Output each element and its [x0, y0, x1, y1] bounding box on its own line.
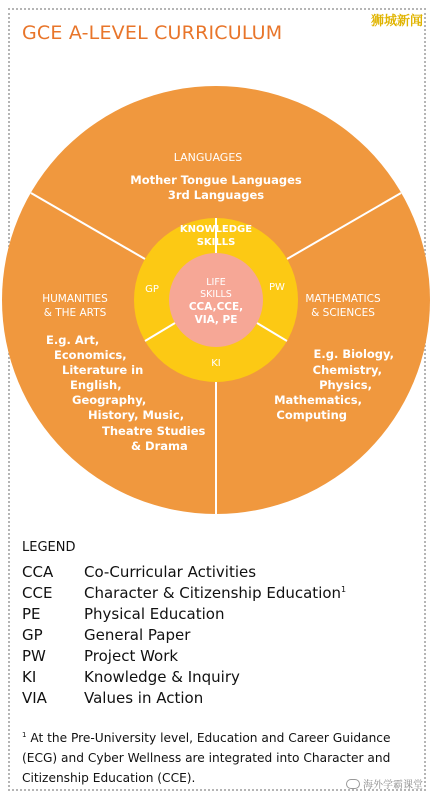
humanities-label: & THE ARTS — [43, 307, 107, 319]
page-title: GCE A-LEVEL CURRICULUM — [22, 22, 283, 44]
legend-def: Values in Action — [84, 688, 204, 707]
center-circle — [169, 253, 263, 347]
legend-item — [22, 645, 422, 666]
watermark-bottom-text: 海外学霸课堂 — [363, 780, 423, 791]
life-skills-label: LIFE — [206, 277, 226, 288]
life-skills-label: SKILLS — [200, 289, 232, 300]
footnote-marker: 1 — [22, 731, 27, 739]
legend-item — [22, 582, 422, 603]
legend-abbr: CCE — [22, 583, 53, 602]
legend-def: Project Work — [84, 646, 179, 665]
math-sciences-label: MATHEMATICS — [305, 293, 381, 305]
legend-abbr: KI — [22, 667, 37, 686]
math-sciences-item: Physics, — [319, 378, 372, 392]
legend-abbr: GP — [22, 625, 43, 644]
legend — [22, 540, 422, 708]
legend-item — [22, 687, 422, 708]
footnote-text: At the Pre-University level, Education and Career Guidance (ECG) and Cyber Wellness are integrated into Character and Citizenship Education (CCE). — [22, 731, 391, 786]
math-sciences-item: Chemistry, — [312, 363, 382, 377]
legend-def: General Paper — [84, 625, 191, 644]
humanities-item: Literature in — [62, 363, 144, 377]
knowledge-skills-label: KNOWLEDGE — [179, 224, 253, 235]
humanities-item: Geography, — [72, 393, 147, 407]
legend-abbr: PE — [22, 604, 41, 623]
math-sciences-item: Mathematics, — [274, 393, 362, 407]
legend-def: Co-Curricular Activities — [84, 562, 257, 581]
math-sciences-item: E.g. Biology, — [313, 347, 394, 361]
humanities-item: English, — [70, 378, 122, 392]
knowledge-skills-label: SKILLS — [196, 237, 236, 248]
pw-label: PW — [269, 282, 285, 293]
legend-abbr: CCA — [22, 562, 54, 581]
languages-item: 3rd Languages — [167, 188, 265, 202]
footnote-ref: 1 — [341, 584, 347, 594]
legend-def-text: Character & Citizenship Education — [84, 583, 342, 602]
legend-def: Knowledge & Inquiry — [84, 667, 240, 686]
languages-label: LANGUAGES — [173, 151, 243, 164]
humanities-label: HUMANITIES — [42, 293, 108, 305]
humanities-item: Economics, — [54, 348, 127, 362]
legend-item — [22, 666, 422, 687]
ki-label: KI — [211, 358, 221, 369]
legend-def: Physical Education — [84, 604, 225, 623]
humanities-item: E.g. Art, — [46, 333, 100, 347]
legend-item — [22, 624, 422, 645]
math-sciences-item: Computing — [276, 408, 347, 422]
legend-def — [84, 584, 346, 602]
legend-abbr: VIA — [22, 688, 47, 707]
life-skills-item: VIA, PE — [194, 314, 238, 326]
watermark-bottom — [346, 776, 423, 791]
legend-abbr: PW — [22, 646, 46, 665]
legend-title: LEGEND — [22, 540, 76, 555]
legend-item — [22, 603, 422, 624]
humanities-item: History, Music, — [88, 408, 185, 422]
watermark-top: 狮城新闻 — [370, 14, 423, 29]
humanities-item: & Drama — [131, 439, 188, 453]
legend-item — [22, 561, 422, 582]
chat-bubble-icon — [346, 779, 360, 789]
math-sciences-label: & SCIENCES — [311, 307, 375, 319]
life-skills-item: CCA,CCE, — [188, 301, 244, 313]
languages-item: Mother Tongue Languages — [130, 173, 302, 187]
humanities-item: Theatre Studies — [102, 424, 206, 438]
gp-label: GP — [145, 284, 159, 295]
